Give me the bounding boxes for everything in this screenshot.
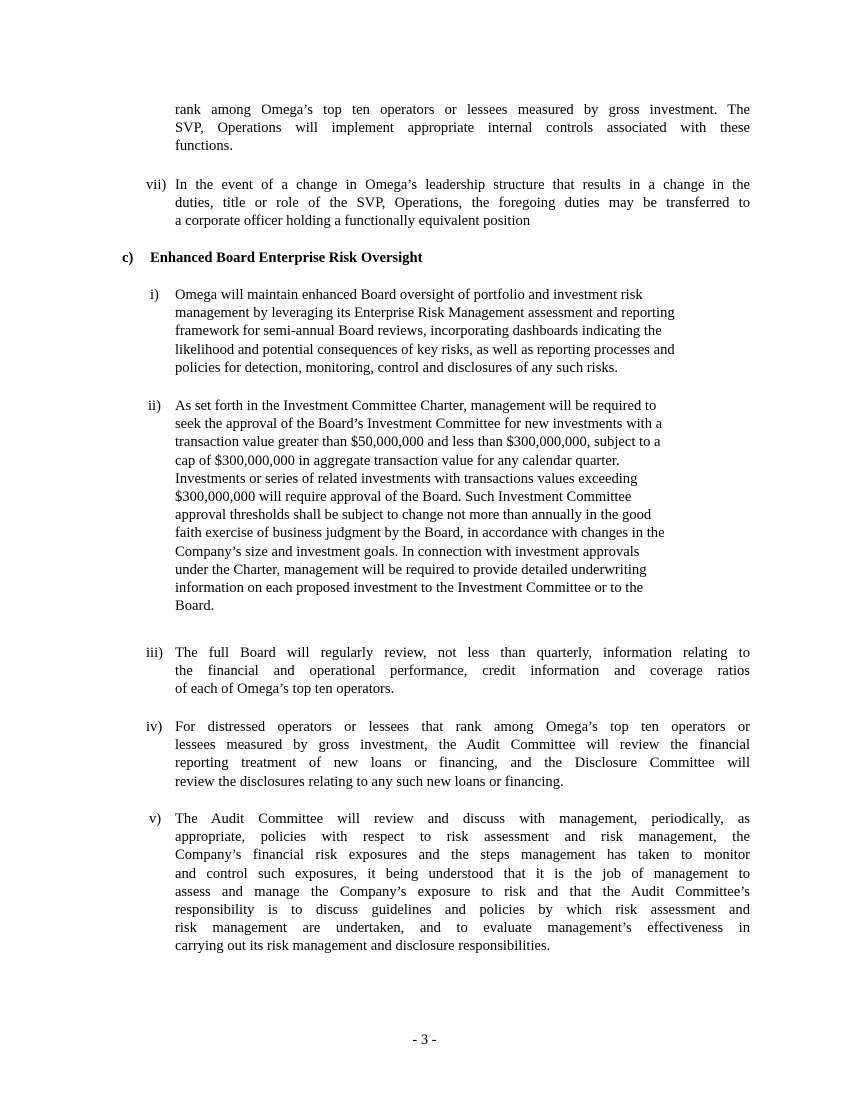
text-line: responsibility is to discuss guidelines and policies by which risk assessment and xyxy=(175,902,750,919)
page-number: - 3 - xyxy=(412,1032,437,1048)
text-line: Board. xyxy=(175,598,215,615)
text-line: cap of $300,000,000 in aggregate transaction value for any calendar quarter. xyxy=(175,452,620,469)
item-iii-paragraph xyxy=(175,644,750,699)
text-line: duties, title or role of the SVP, Operations, the foregoing duties may be transferred to xyxy=(175,195,750,212)
text-line: Company’s financial risk exposures and the steps management has taken to monitor xyxy=(175,847,750,864)
text-line: lessees measured by gross investment, the Audit Committee will review the financial xyxy=(175,737,750,754)
item-ii-paragraph xyxy=(175,397,750,615)
text-line: the financial and operational performance, credit information and coverage ratios xyxy=(175,663,750,680)
text-line: framework for semi-annual Board reviews, incorporating dashboards indicating the xyxy=(175,323,662,340)
text-line: As set forth in the Investment Committee Charter, management will be required to xyxy=(175,398,657,414)
item-number: vii) xyxy=(146,177,167,193)
item-v-paragraph xyxy=(175,810,750,956)
section-number: c) xyxy=(122,250,134,266)
item-iv-paragraph xyxy=(175,718,750,791)
text-line: For distressed operators or lessees that rank among Omega’s top ten operators or xyxy=(175,719,750,735)
text-line: Company’s size and investment goals. In connection with investment approvals xyxy=(175,543,640,560)
item-vii-paragraph xyxy=(175,176,750,231)
item-number: ii) xyxy=(148,398,161,414)
text-line: Omega will maintain enhanced Board oversight of portfolio and investment risk xyxy=(175,287,643,303)
text-line: management by leveraging its Enterprise Risk Management assessment and reporting xyxy=(175,305,675,322)
text-line: $300,000,000 will require approval of the Board. Such Investment Committee xyxy=(175,489,632,506)
text-line: and control such exposures, it being understood that it is the job of management to xyxy=(175,865,750,882)
section-heading xyxy=(122,249,422,267)
text-line: rank among Omega’s top ten operators or lessees measured by gross investment. The xyxy=(175,102,750,118)
text-line: under the Charter, management will be required to provide detailed underwriting xyxy=(175,561,647,578)
item-number: i) xyxy=(150,287,159,303)
continuation-paragraph xyxy=(175,101,750,156)
text-line: carrying out its risk management and disclosure responsibilities. xyxy=(175,938,551,955)
item-number: iv) xyxy=(146,719,163,735)
text-line: risk management are undertaken, and to evaluate management’s effectiveness in xyxy=(175,920,750,937)
text-line: SVP, Operations will implement appropriate internal controls associated with these xyxy=(175,120,750,137)
section-title: Enhanced Board Enterprise Risk Oversight xyxy=(150,250,423,266)
text-line: likelihood and potential consequences of key risks, as well as reporting processes and xyxy=(175,341,675,358)
text-line: reporting treatment of new loans or financing, and the Disclosure Committee will xyxy=(175,755,750,772)
item-number: v) xyxy=(149,811,162,827)
text-line: In the event of a change in Omega’s leadership structure that results in a change in the xyxy=(175,177,750,193)
item-i-paragraph xyxy=(175,286,750,377)
text-line: faith exercise of business judgment by the Board, in accordance with changes in the xyxy=(175,525,665,542)
text-line: review the disclosures relating to any such new loans or financing. xyxy=(175,773,564,790)
text-line: assess and manage the Company’s exposure to risk and that the Audit Committee’s xyxy=(175,883,750,900)
text-line: of each of Omega’s top ten operators. xyxy=(175,681,395,698)
text-line: transaction value greater than $50,000,000 and less than $300,000,000, subject to a xyxy=(175,434,661,451)
text-line: policies for detection, monitoring, control and disclosures of any such risks. xyxy=(175,359,618,376)
item-number: iii) xyxy=(146,645,164,661)
text-line: The full Board will regularly review, not less than quarterly, information relating to xyxy=(175,645,750,661)
text-line: a corporate officer holding a functionally equivalent position xyxy=(175,213,531,230)
text-line: appropriate, policies with respect to risk assessment and risk management, the xyxy=(175,829,750,846)
text-line: functions. xyxy=(175,138,233,155)
text-line: The Audit Committee will review and discuss with management, periodically, as xyxy=(175,811,750,827)
text-line: information on each proposed investment to the Investment Committee or to the xyxy=(175,580,644,597)
text-line: Investments or series of related investments with transactions values exceeding xyxy=(175,470,638,487)
text-line: approval thresholds shall be subject to change not more than annually in the good xyxy=(175,507,652,524)
text-line: seek the approval of the Board’s Investment Committee for new investments with a xyxy=(175,416,663,433)
